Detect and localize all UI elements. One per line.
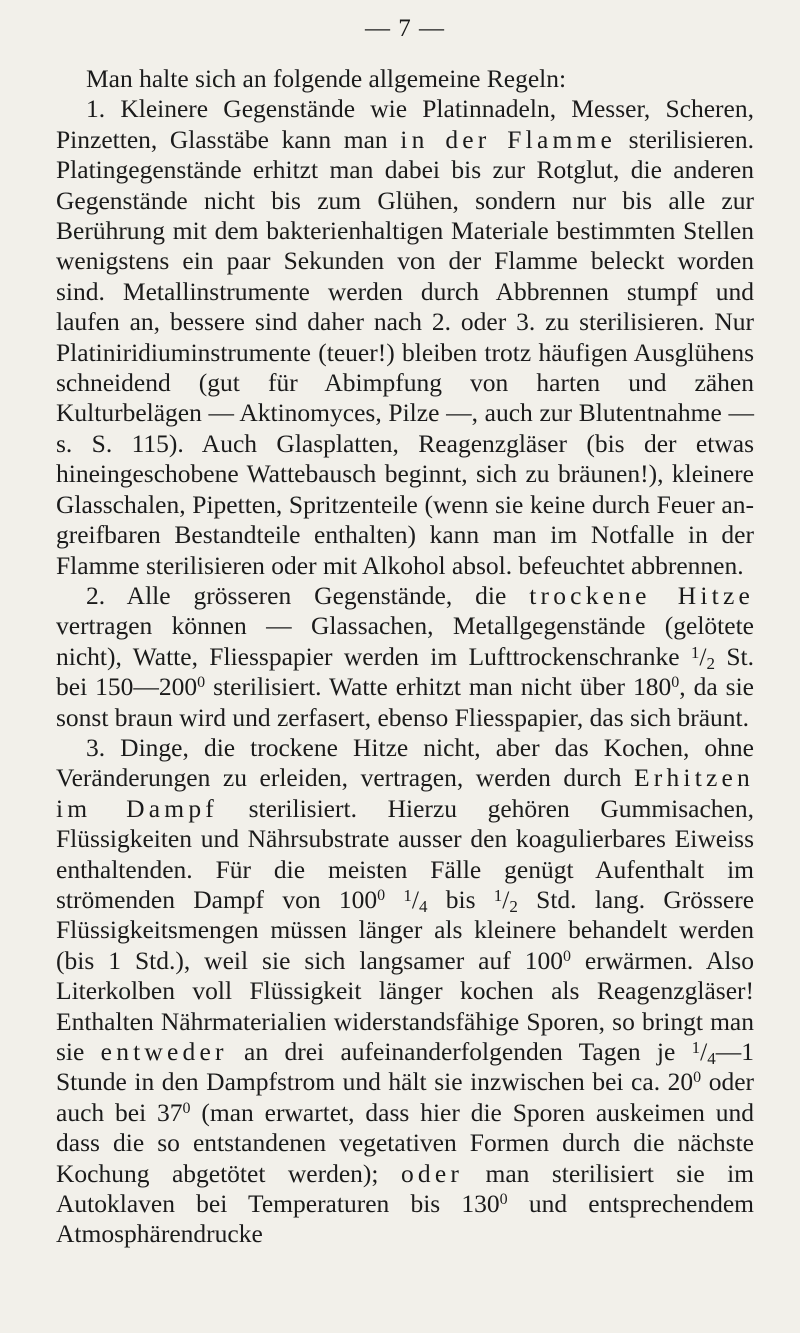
- text-segment: 1: [690, 642, 700, 662]
- text-segment: /: [700, 1037, 708, 1066]
- text-segment: Erhitzen im Dampf: [56, 763, 754, 823]
- text-segment: 2: [706, 653, 715, 673]
- text-segment: man sterilisiert sie im Autoklaven bei Temperaturen bis 130: [56, 1158, 755, 1219]
- paragraph-rule-2: [56, 581, 754, 733]
- text-segment: 0: [693, 1069, 702, 1087]
- text-segment: 1. Kleinere Gegenstände wie Platinnadeln, Messer, Scheren, Pinzetten, Glasstäbe kann man: [56, 94, 754, 154]
- page-number: — 7 —: [365, 15, 445, 42]
- document-page: [56, 14, 754, 1250]
- paragraph-rule-3: [56, 733, 754, 1250]
- text-segment: 4: [707, 1049, 716, 1068]
- text-segment: , da sie sonst braun wird und zerfasert, ebenso Fliesspapier, das sich bräunt.: [56, 672, 755, 732]
- text-segment: 0: [562, 947, 571, 965]
- text-segment: 1: [403, 885, 412, 905]
- paragraph-rule-1: [56, 94, 754, 581]
- text-segment: 0: [197, 674, 206, 692]
- text-segment: sterilisiert. Watte erhitzt man nicht über 180: [205, 672, 672, 702]
- text-segment: oder: [400, 1158, 464, 1188]
- text-segment: /: [411, 884, 419, 914]
- text-segment: an drei aufeinanderfolgenden Tagen je: [227, 1037, 692, 1066]
- text-segment: /: [502, 884, 510, 914]
- text-segment: bis: [427, 884, 494, 914]
- text-segment: —1 Stunde in den Dampfstrom und hält sie inzwischen bei ca. 20: [56, 1037, 755, 1097]
- text-segment: St. bei 150—200: [56, 641, 754, 702]
- text-segment: entweder: [100, 1037, 228, 1066]
- text-segment: 0: [377, 886, 386, 904]
- text-segment: Std. lang. Grössere Flüssigkeitsmengen müssen länger als kleinere behandelt werden (bis 1 Std.), weil sie sich langsamer auf 100: [56, 884, 755, 975]
- text-segment: in der Flamme: [400, 124, 617, 154]
- text-segment: (man erwartet, dass hier die Sporen auskeimen und dass die so entstandenen vegetativen Formen durch die nächste Kochung abgetötet werden);: [56, 1097, 754, 1188]
- text-segment: 2. Alle grösseren Gegenstände, die: [86, 580, 530, 610]
- text-segment: 4: [418, 896, 428, 916]
- text-segment: 0: [499, 1191, 508, 1209]
- text-segment: und entsprechendem Atmosphärendrucke: [56, 1189, 754, 1249]
- text-segment: 2: [509, 896, 518, 916]
- text-segment: 1: [493, 885, 503, 905]
- text-segment: trockene Hitze: [529, 580, 754, 610]
- intro-line: Man halte sich an folgende allgemeine Regeln:: [86, 64, 567, 93]
- text-segment: oder auch bei 37: [56, 1067, 755, 1127]
- text-segment: vertragen können — Glassachen, Metallgegenstände (gelötete nicht), Watte, Fliesspapier werden im Lufttrockenschranke: [56, 611, 754, 671]
- text-segment: 3. Dinge, die trockene Hitze nicht, aber das Kochen, ohne Veränderungen zu erleiden, vertragen, werden durch: [56, 732, 754, 793]
- text-segment: [385, 885, 403, 914]
- text-segment: erwärmen. Also Literkolben voll Flüssigkeit länger kochen als Reagenzgläser! Enthalten Nährmaterialien widerstandsfähige Sporen, so bringt man sie: [56, 945, 754, 1066]
- text-segment: 0: [182, 1099, 191, 1117]
- text-segment: sterilisiert. Hierzu gehören Gummisachen, Flüssigkeiten und Nährsubstrate ausser den koagulierbares Eiweiss enthaltenden. Für die meisten Fälle genügt Aufenthalt im strömenden Dampf von 100: [56, 793, 754, 914]
- text-segment: 1: [691, 1038, 701, 1057]
- text-segment: /: [699, 641, 707, 671]
- text-segment: 0: [671, 674, 680, 692]
- text-segment: sterilisieren. Platingegenstände erhitzt man dabei bis zur Rotglut, die anderen Gegenstände nicht bis zum Glühen, sondern nur bis alle zur Berührung mit dem bakterienhaltigen Materiale bestimmten Stellen wenigstens ein paar Sekunden von der Flamme beleckt worden sind. Metallinstrumente werden durch Abbrennen stumpf und laufen an, bessere sind daher nach 2. oder 3. zu sterilisieren. Nur Platiniridiuminstrumente (teuer!) bleiben trotz häufigen Ausglühens schneidend (gut für Abimpfung von harten und zähen Kulturbelägen — Aktinomyces, Pilze —, auch zur Blutentnahme — s. S. 115). Auch Glasplatten, Reagenzgläser (bis der etwas hineingeschobene Wattebausch beginnt, sich zu bräunen!), kleinere Glasschalen, Pipetten, Spritzenteile (wenn sie keine durch Feuer angreifbaren Bestandteile enthalten) kann man im Notfalle in der Flamme sterilisieren oder mit Alkohol absol. befeuchtet abbrennen.: [56, 124, 754, 580]
